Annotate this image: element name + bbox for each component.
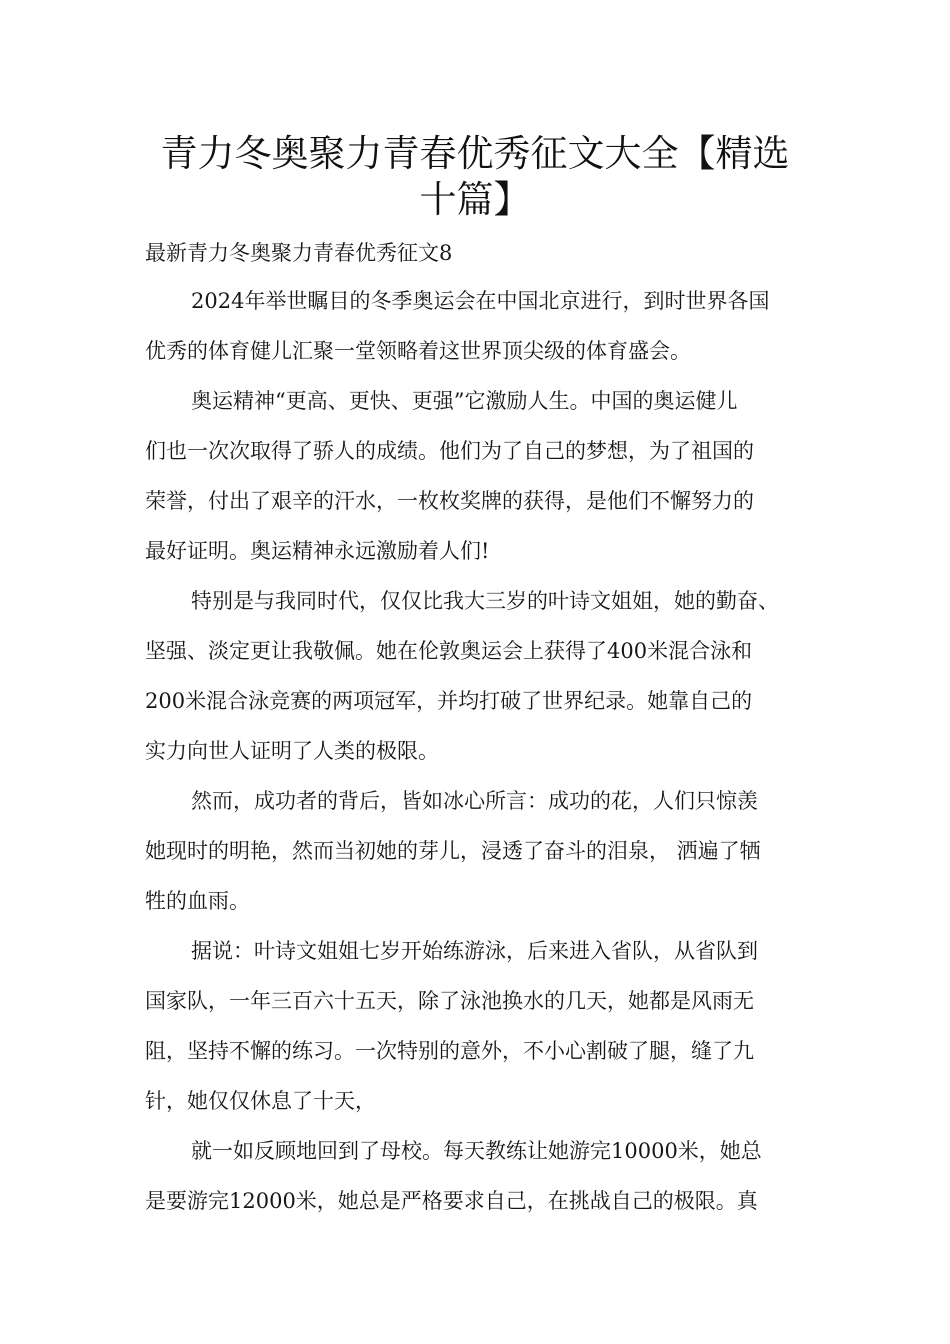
document-title-line-2: 十篇】 bbox=[419, 178, 531, 221]
paragraph-line: 实力向世人证明了人类的极限。 bbox=[145, 739, 439, 763]
document-title-line-1: 青力冬奥聚力青春优秀征文大全【精选 bbox=[160, 132, 790, 175]
paragraph-line: 最好证明。奥运精神永远激励着人们! bbox=[145, 539, 490, 563]
paragraph-line: 荣誉，付出了艰辛的汗水，一枚枚奖牌的获得，是他们不懈努力的 bbox=[145, 489, 754, 513]
paragraph-line: 她现时的明艳，然而当初她的芽儿，浸透了奋斗的泪泉， 洒遍了牺 bbox=[145, 839, 761, 863]
paragraph-line: 们也一次次取得了骄人的成绩。他们为了自己的梦想，为了祖国的 bbox=[145, 439, 754, 463]
paragraph-line: 针，她仅仅休息了十天， bbox=[145, 1089, 376, 1113]
paragraph-line: 坚强、淡定更让我敬佩。她在伦敦奥运会上获得了400米混合泳和 bbox=[145, 639, 753, 663]
paragraph-line: 牲的血雨。 bbox=[145, 889, 250, 913]
paragraph-line: 据说：叶诗文姐姐七岁开始练游泳，后来进入省队，从省队到 bbox=[191, 939, 758, 963]
paragraph-line: 奥运精神“更高、更快、更强”它激励人生。中国的奥运健儿 bbox=[191, 389, 738, 413]
paragraph-line: 优秀的体育健儿汇聚一堂领略着这世界顶尖级的体育盛会。 bbox=[145, 339, 691, 363]
paragraph-line: 是要游完12000米，她总是严格要求自己，在挑战自己的极限。真 bbox=[145, 1189, 758, 1213]
paragraph-line: 就一如反顾地回到了母校。每天教练让她游完10000米，她总 bbox=[191, 1139, 762, 1163]
paragraph-line: 然而，成功者的背后，皆如冰心所言：成功的花，人们只惊羡 bbox=[191, 789, 758, 813]
paragraph-line: 200米混合泳竞赛的两项冠军，并均打破了世界纪录。她靠自己的 bbox=[145, 689, 753, 713]
paragraph-line: 2024年举世瞩目的冬季奥运会在中国北京进行，到时世界各国 bbox=[191, 289, 770, 313]
paragraph-line: 阻，坚持不懈的练习。一次特别的意外，不小心割破了腿，缝了九 bbox=[145, 1039, 754, 1063]
document-subtitle: 最新青力冬奥聚力青春优秀征文8 bbox=[145, 241, 453, 265]
paragraph-line: 特别是与我同时代，仅仅比我大三岁的叶诗文姐姐，她的勤奋、 bbox=[191, 589, 779, 613]
paragraph-line: 国家队，一年三百六十五天，除了泳池换水的几天，她都是风雨无 bbox=[145, 989, 754, 1013]
